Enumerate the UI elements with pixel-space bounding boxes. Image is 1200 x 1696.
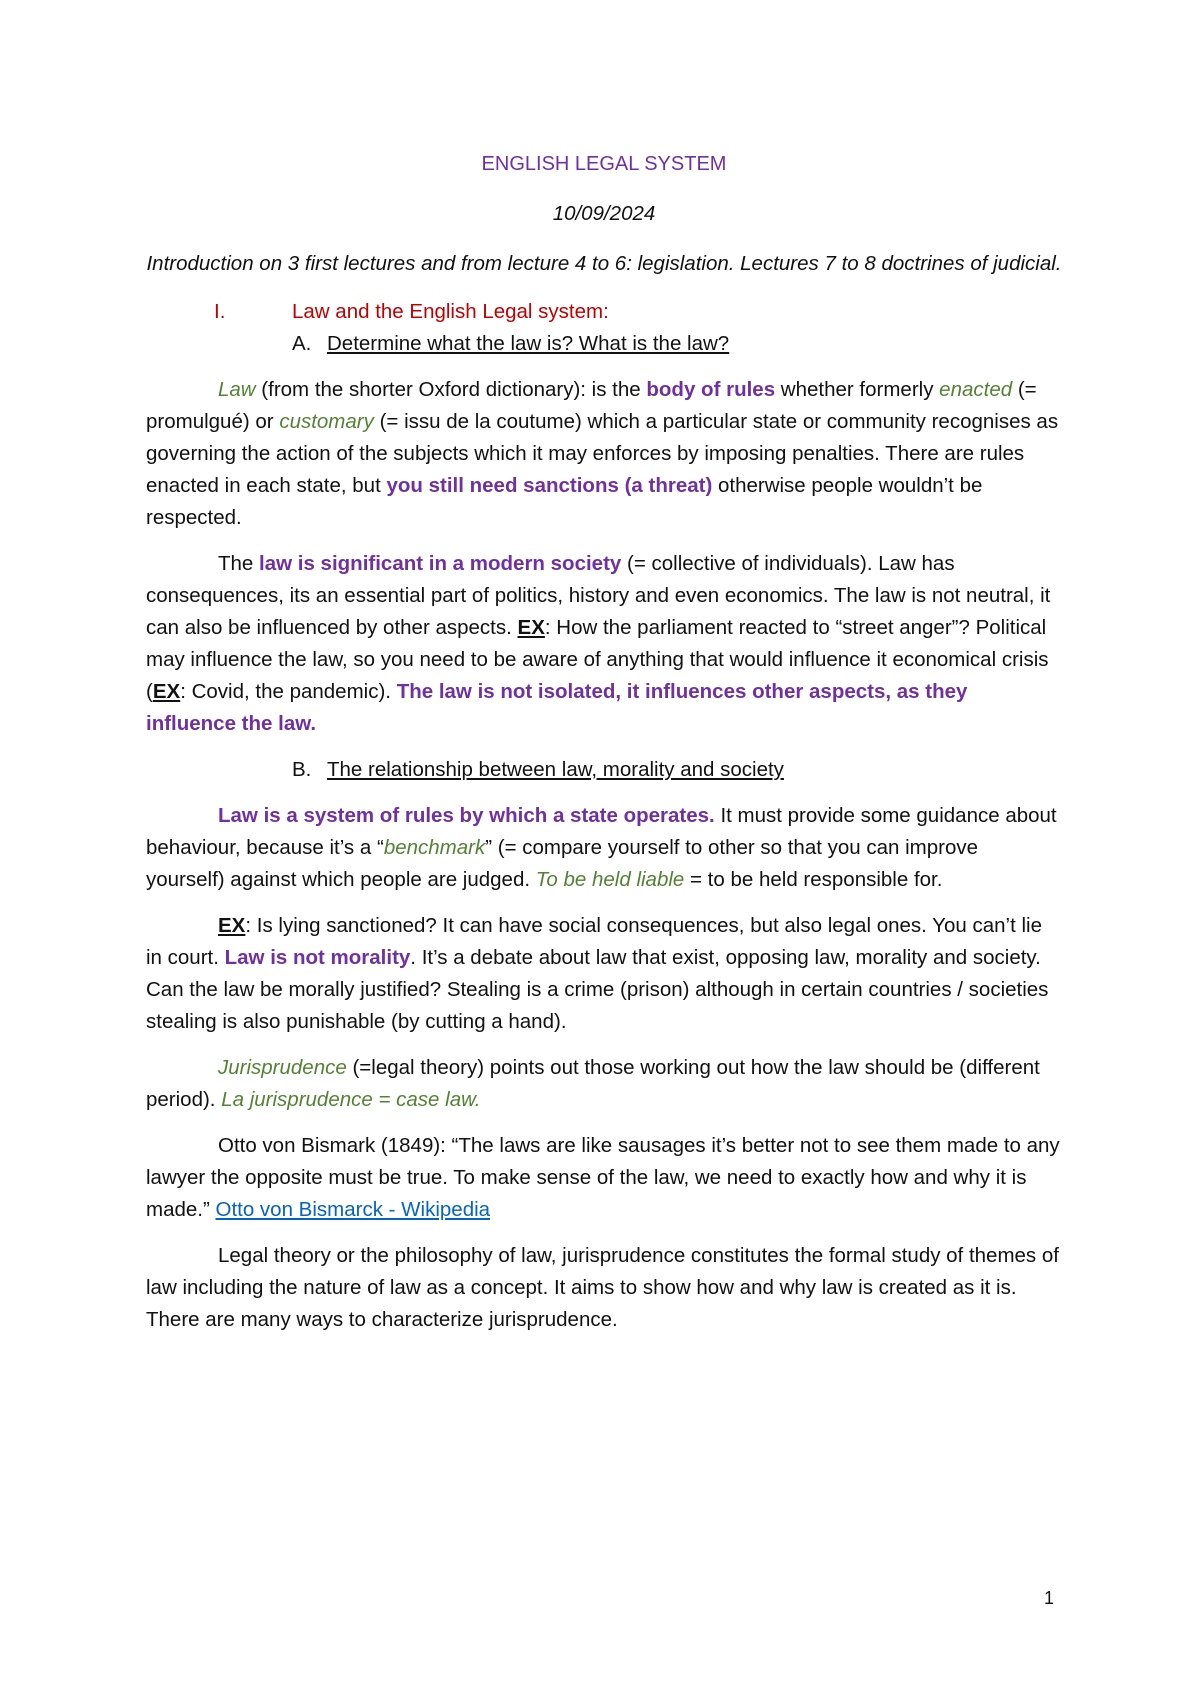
term-jurisprudence: Jurisprudence — [218, 1056, 347, 1079]
section-heading-1 — [146, 296, 1062, 328]
term-enacted: enacted — [939, 378, 1013, 401]
text-run: It must provide some guidance about behaviour, because it’s a “ — [146, 804, 1057, 859]
paragraph-bismarck-quote — [146, 1130, 1062, 1226]
page-number: 1 — [1044, 1588, 1055, 1608]
highlight-body-of-rules: body of rules — [646, 378, 776, 401]
subsection-heading-b — [146, 754, 1062, 786]
highlight-sanctions: you still need sanctions (a threat) — [386, 474, 713, 497]
subsection-title: Determine what the law is? What is the law? — [327, 332, 730, 355]
text-run: : How the parliament reacted to “street anger”? Political may influence the law, so you need to be aware of anything that would influence it economical crisis ( — [146, 616, 1049, 703]
text-run: : Is lying sanctioned? It can have social consequences, but also legal ones. You can’t lie in court. — [146, 914, 1042, 969]
wikipedia-link[interactable]: Otto von Bismarck - Wikipedia — [215, 1198, 491, 1221]
example-marker: EX — [517, 616, 545, 639]
example-marker: EX — [218, 914, 246, 937]
paragraph-legal-theory — [146, 1240, 1062, 1336]
document-body — [146, 140, 1062, 1336]
subsection-letter: A. — [292, 332, 312, 355]
text-run: The — [218, 552, 260, 575]
text-run: otherwise people wouldn’t be respected. — [146, 474, 983, 529]
paragraph-jurisprudence — [146, 1052, 1062, 1116]
text-run: (= promulgué) or — [146, 378, 1037, 433]
example-marker: EX — [152, 680, 181, 703]
text-run: (= collective of individuals). Law has consequences, its an essential part of politics, history and even economics. The law is not neutral, it can also be influenced by other aspects. — [146, 552, 1051, 639]
term-case-law: La jurisprudence = case law. — [221, 1088, 481, 1111]
text-run: Legal theory or the philosophy of law, jurisprudence constitutes the formal study of themes of law including the nature of law as a concept. It aims to show how and why law is created as it is. There are many ways to characterize jurisprudence. — [146, 1244, 1059, 1331]
text-run: (from the shorter Oxford dictionary): is the — [255, 378, 647, 401]
term-held-liable: To be held liable — [535, 868, 685, 891]
highlight-not-morality: Law is not morality — [224, 946, 411, 969]
paragraph-law-definition — [146, 374, 1062, 534]
subsection-heading-a — [146, 328, 1062, 360]
text-run: (= issu de la coutume) which a particular state or community recognises as governing the action of the subjects which it may enforces by imposing penalties. There are rules enacted in each state, but — [146, 410, 1059, 497]
text-run: whether formerly — [775, 378, 940, 401]
paragraph-law-significance — [146, 548, 1062, 740]
term-benchmark: benchmark — [383, 836, 486, 859]
document-date: 10/09/2024 — [552, 202, 656, 225]
text-run: (=legal theory) points out those working out how the law should be (different period). — [146, 1056, 1040, 1111]
subsection-letter: B. — [292, 758, 312, 781]
section-title: Law and the English Legal system: — [292, 300, 609, 323]
paragraph-lying-example — [146, 910, 1062, 1038]
text-run: : Covid, the pandemic). — [180, 680, 397, 703]
term-customary: customary — [279, 410, 374, 433]
section-number: I. — [214, 300, 226, 323]
document-title: ENGLISH LEGAL SYSTEM — [481, 153, 727, 175]
highlight-system-of-rules: Law is a system of rules by which a state operates. — [218, 804, 715, 827]
paragraph-system-of-rules — [146, 800, 1062, 896]
highlight-not-isolated: The law is not isolated, it influences other aspects, as they influence the law. — [146, 680, 968, 735]
text-run: . It’s a debate about law that exist, opposing law, morality and society. Can the law be morally justified? Stealing is a crime (prison) although in certain countries / societies stealing is also punishable (by cutting a hand). — [146, 946, 1049, 1033]
highlight-significant: law is significant in a modern society — [259, 552, 622, 575]
term-law: Law — [218, 378, 256, 401]
subsection-title: The relationship between law, morality and society — [327, 758, 784, 781]
text-run: = to be held responsible for. — [684, 868, 943, 891]
intro-text: Introduction on 3 first lectures and from lecture 4 to 6: legislation. Lectures 7 to 8 doctrines of judicial. — [146, 252, 1062, 275]
text-run: Otto von Bismark (1849): “The laws are like sausages it’s better not to see them made to any lawyer the opposite must be true. To make sense of the law, we need to exactly how and why it is made.” — [146, 1134, 1060, 1221]
text-run: ” (= compare yourself to other so that you can improve yourself) against which people are judged. — [146, 836, 979, 891]
